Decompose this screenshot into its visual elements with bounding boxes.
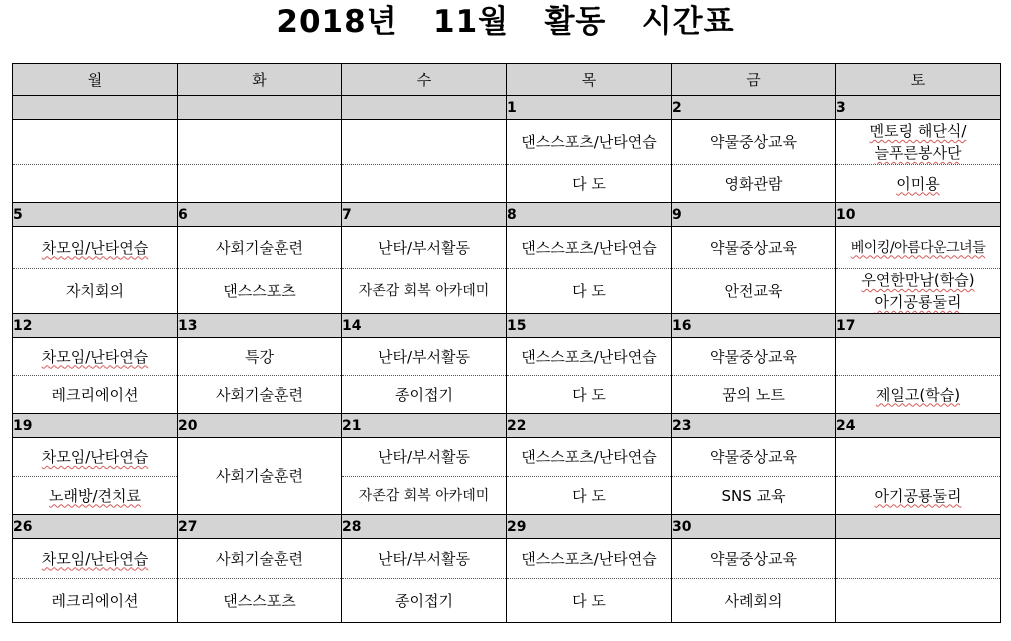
activity-cell: 다 도 xyxy=(507,165,672,203)
weekday-header-row xyxy=(13,64,1001,96)
date-cell xyxy=(13,96,178,120)
activity-cell: 다 도 xyxy=(507,477,672,515)
date-row xyxy=(13,96,1001,120)
date-cell: 21 xyxy=(342,414,507,438)
date-cell: 6 xyxy=(178,203,342,227)
activity-cell: 차모임/난타연습 xyxy=(13,227,178,269)
activity-cell: 우연한만남(학습) 아기공룡둘리 xyxy=(836,269,1001,314)
weekday-wed: 수 xyxy=(342,64,507,96)
activity-row xyxy=(13,227,1001,269)
activity-cell: 난타/부서활동 xyxy=(342,338,507,376)
date-row xyxy=(13,414,1001,438)
activity-cell: 댄스스포츠/난타연습 xyxy=(507,227,672,269)
activity-cell: 제일고(학습) xyxy=(836,376,1001,414)
date-cell: 26 xyxy=(13,515,178,539)
activity-cell xyxy=(836,438,1001,477)
activity-cell: 차모임/난타연습 xyxy=(13,539,178,579)
date-cell: 12 xyxy=(13,314,178,338)
activity-cell: 댄스스포츠/난타연습 xyxy=(507,438,672,477)
activity-cell: 자존감 회복 아카데미 xyxy=(342,269,507,314)
activity-cell: 다 도 xyxy=(507,579,672,623)
activity-cell xyxy=(13,120,178,165)
activity-row xyxy=(13,477,1001,515)
activity-cell: 사회기술훈련 xyxy=(178,376,342,414)
activity-cell xyxy=(178,165,342,203)
date-cell: 5 xyxy=(13,203,178,227)
activity-cell: 사회기술훈련 xyxy=(178,438,342,515)
date-row xyxy=(13,203,1001,227)
activity-cell: 사회기술훈련 xyxy=(178,227,342,269)
date-cell: 23 xyxy=(672,414,836,438)
weekday-fri: 금 xyxy=(672,64,836,96)
activity-cell: 종이접기 xyxy=(342,579,507,623)
activity-cell: 멘토링 해단식/ 늘푸른봉사단 xyxy=(836,120,1001,165)
activity-cell: SNS 교육 xyxy=(672,477,836,515)
activity-cell: 난타/부서활동 xyxy=(342,438,507,477)
activity-row xyxy=(13,438,1001,477)
activity-cell xyxy=(342,165,507,203)
activity-cell: 자존감 회복 아카데미 xyxy=(342,477,507,515)
activity-row xyxy=(13,376,1001,414)
activity-cell xyxy=(13,165,178,203)
date-cell: 17 xyxy=(836,314,1001,338)
activity-cell: 약물중상교육 xyxy=(672,539,836,579)
date-cell xyxy=(178,96,342,120)
date-cell: 20 xyxy=(178,414,342,438)
activity-cell: 다 도 xyxy=(507,269,672,314)
activity-cell: 영화관람 xyxy=(672,165,836,203)
date-cell: 27 xyxy=(178,515,342,539)
page-title: 2018년 11월 활동 시간표 xyxy=(276,4,735,40)
activity-row xyxy=(13,338,1001,376)
activity-row xyxy=(13,579,1001,623)
activity-cell xyxy=(342,120,507,165)
activity-cell: 레크리에이션 xyxy=(13,376,178,414)
activity-cell: 노래방/견치료 xyxy=(13,477,178,515)
activity-row xyxy=(13,269,1001,314)
activity-cell: 약물중상교육 xyxy=(672,438,836,477)
date-cell: 15 xyxy=(507,314,672,338)
activity-cell: 차모임/난타연습 xyxy=(13,338,178,376)
schedule-table xyxy=(12,63,1001,623)
activity-cell: 베이킹/아름다운그녀들 xyxy=(836,227,1001,269)
weekday-sat: 토 xyxy=(836,64,1001,96)
activity-cell xyxy=(178,120,342,165)
activity-row xyxy=(13,539,1001,579)
activity-row xyxy=(13,165,1001,203)
date-row xyxy=(13,314,1001,338)
activity-cell: 댄스스포츠 xyxy=(178,269,342,314)
activity-cell: 다 도 xyxy=(507,376,672,414)
activity-cell: 이미용 xyxy=(836,165,1001,203)
activity-cell: 난타/부서활동 xyxy=(342,227,507,269)
activity-cell xyxy=(836,579,1001,623)
activity-cell: 레크리에이션 xyxy=(13,579,178,623)
activity-cell: 종이접기 xyxy=(342,376,507,414)
activity-cell: 사례회의 xyxy=(672,579,836,623)
activity-cell: 특강 xyxy=(178,338,342,376)
date-cell: 13 xyxy=(178,314,342,338)
activity-cell: 차모임/난타연습 xyxy=(13,438,178,477)
activity-cell: 약물중상교육 xyxy=(672,120,836,165)
date-cell: 30 xyxy=(672,515,836,539)
weekday-tue: 화 xyxy=(178,64,342,96)
weekday-mon: 월 xyxy=(13,64,178,96)
date-cell: 3 xyxy=(836,96,1001,120)
activity-cell: 댄스스포츠/난타연습 xyxy=(507,120,672,165)
date-row xyxy=(13,515,1001,539)
activity-cell: 꿈의 노트 xyxy=(672,376,836,414)
activity-row xyxy=(13,120,1001,165)
activity-cell: 댄스스포츠 xyxy=(178,579,342,623)
activity-cell: 자치회의 xyxy=(13,269,178,314)
date-cell: 14 xyxy=(342,314,507,338)
date-cell: 7 xyxy=(342,203,507,227)
date-cell: 19 xyxy=(13,414,178,438)
activity-cell: 댄스스포츠/난타연습 xyxy=(507,539,672,579)
activity-cell: 댄스스포츠/난타연습 xyxy=(507,338,672,376)
date-cell: 28 xyxy=(342,515,507,539)
date-cell xyxy=(342,96,507,120)
activity-cell: 사회기술훈련 xyxy=(178,539,342,579)
date-cell: 8 xyxy=(507,203,672,227)
date-cell: 22 xyxy=(507,414,672,438)
date-cell: 24 xyxy=(836,414,1001,438)
activity-cell: 안전교육 xyxy=(672,269,836,314)
date-cell: 9 xyxy=(672,203,836,227)
activity-cell xyxy=(836,539,1001,579)
date-cell xyxy=(836,515,1001,539)
activity-cell xyxy=(836,338,1001,376)
activity-cell: 아기공룡둘리 xyxy=(836,477,1001,515)
date-cell: 1 xyxy=(507,96,672,120)
weekday-thu: 목 xyxy=(507,64,672,96)
date-cell: 16 xyxy=(672,314,836,338)
date-cell: 2 xyxy=(672,96,836,120)
date-cell: 29 xyxy=(507,515,672,539)
activity-cell: 난타/부서활동 xyxy=(342,539,507,579)
date-cell: 10 xyxy=(836,203,1001,227)
activity-cell: 약물중상교육 xyxy=(672,338,836,376)
activity-cell: 약물중상교육 xyxy=(672,227,836,269)
